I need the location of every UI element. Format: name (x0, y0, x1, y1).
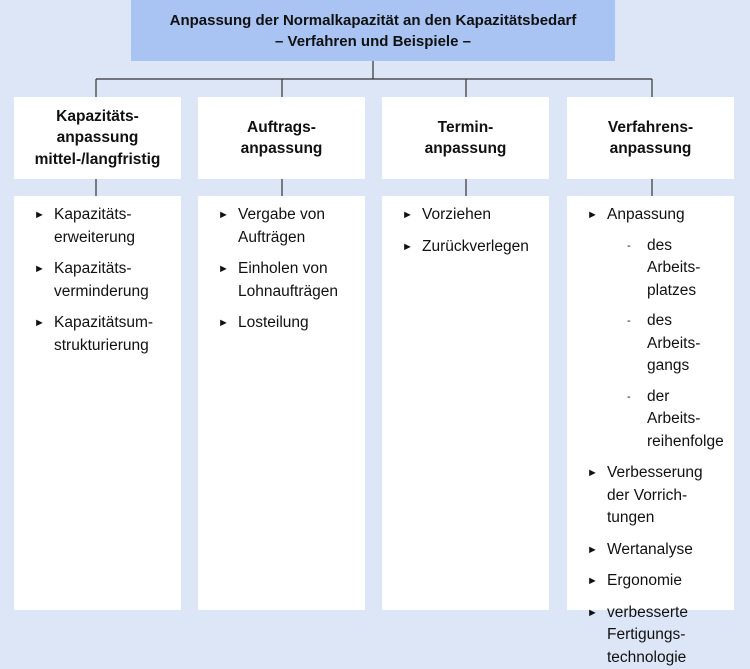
list-item (34, 258, 173, 303)
column-header-2 (198, 97, 365, 179)
bullet-arrow-icon: ► (218, 204, 229, 227)
list-item-text: Kapazitäts- verminderung (54, 258, 173, 303)
list-item-text: Anpassung (607, 204, 726, 227)
bullet-arrow-icon: ► (587, 539, 598, 562)
list-item-text: Vorziehen (422, 204, 541, 227)
sub-list-item (607, 386, 726, 454)
header-line: Auftrags- (247, 117, 316, 139)
sub-list-item (607, 310, 726, 378)
list-item (587, 539, 726, 562)
header-line: Kapazitäts- (56, 106, 139, 128)
list-item-text: Einholen von Lohnaufträgen (238, 258, 357, 303)
title-line-2: – Verfahren und Beispiele – (275, 31, 471, 52)
list-item-text: Kapazitätsum- strukturierung (54, 312, 173, 357)
list-item (218, 204, 357, 249)
column-body-4 (567, 196, 734, 610)
bullet-arrow-icon: ► (218, 312, 229, 335)
bullet-arrow-icon: ► (34, 312, 45, 335)
header-line: anpassung (610, 138, 692, 160)
list-item-text: Wertanalyse (607, 539, 726, 562)
dash-icon: - (627, 310, 631, 333)
bullet-arrow-icon: ► (587, 462, 598, 485)
header-line: anpassung (425, 138, 507, 160)
list-item (587, 570, 726, 593)
list-item-text: Losteilung (238, 312, 357, 335)
bullet-arrow-icon: ► (218, 258, 229, 281)
sub-list-item-text: des Arbeits- platzes (647, 235, 726, 303)
sub-list-item-text: der Arbeits- reihenfolge (647, 386, 726, 454)
list-item (34, 204, 173, 249)
header-line: Verfahrens- (608, 117, 693, 139)
bullet-arrow-icon: ► (587, 602, 598, 625)
list-item (587, 204, 726, 453)
list-item (218, 312, 357, 335)
list-item (587, 602, 726, 669)
column-header-3 (382, 97, 549, 179)
list-item-text: Zurückverlegen (422, 236, 541, 259)
list-item (587, 462, 726, 530)
dash-icon: - (627, 386, 631, 409)
title-line-1: Anpassung der Normalkapazität an den Kapazitätsbedarf (170, 10, 577, 31)
bullet-arrow-icon: ► (587, 204, 598, 227)
list-item-text: Kapazitäts- erweiterung (54, 204, 173, 249)
list-item (402, 204, 541, 227)
list-item-text: Verbesserung der Vorrich- tungen (607, 462, 726, 530)
list-item (218, 258, 357, 303)
header-line: Termin- (438, 117, 494, 139)
header-line: anpassung (57, 127, 139, 149)
list-item (34, 312, 173, 357)
dash-icon: - (627, 235, 631, 258)
root-node (131, 0, 615, 61)
column-body-1 (14, 196, 181, 610)
column-header-4 (567, 97, 734, 179)
column-body-3 (382, 196, 549, 610)
list-item-text: Ergonomie (607, 570, 726, 593)
sub-list-item-text: des Arbeits- gangs (647, 310, 726, 378)
bullet-arrow-icon: ► (587, 570, 598, 593)
list-item-text: Vergabe von Aufträgen (238, 204, 357, 249)
list-item-text: verbesserte Fertigungs- technologie (607, 602, 726, 669)
sub-list-item (607, 235, 726, 303)
column-body-2 (198, 196, 365, 610)
bullet-arrow-icon: ► (34, 258, 45, 281)
bullet-arrow-icon: ► (402, 236, 413, 259)
list-item (402, 236, 541, 259)
bullet-arrow-icon: ► (402, 204, 413, 227)
header-line: anpassung (241, 138, 323, 160)
header-line: mittel-/langfristig (35, 149, 161, 171)
column-header-1 (14, 97, 181, 179)
bullet-arrow-icon: ► (34, 204, 45, 227)
